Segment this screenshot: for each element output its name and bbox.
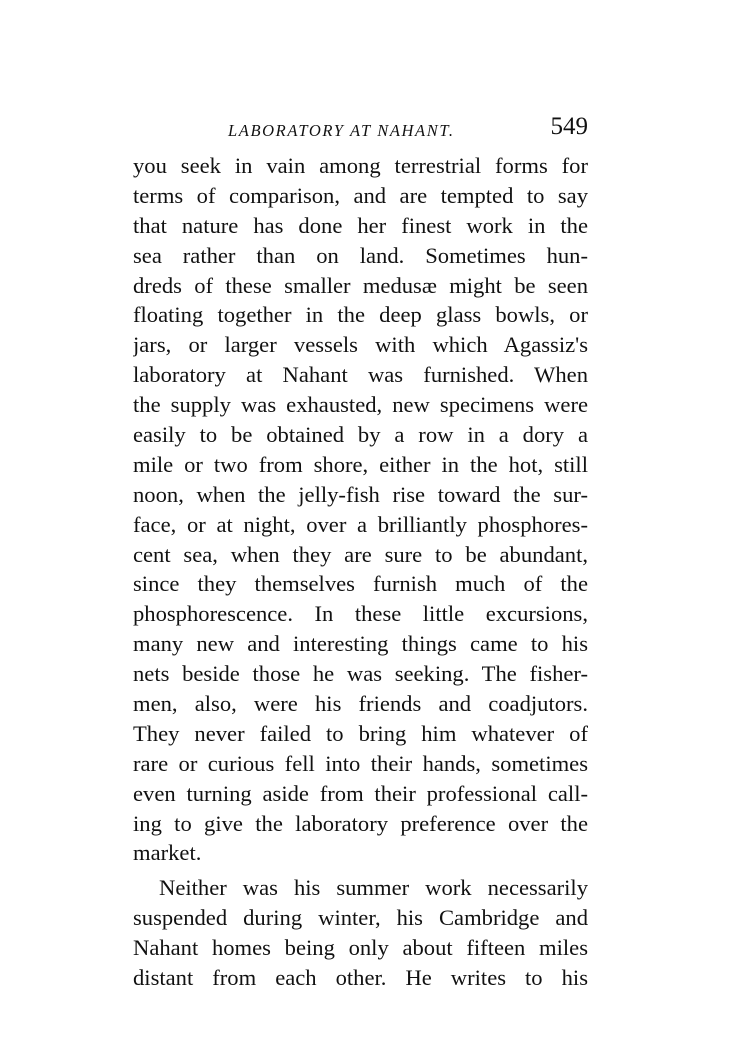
text-line: terms of comparison, and are tempted to say [133, 182, 588, 208]
body-text [133, 151, 588, 993]
running-head [133, 113, 588, 147]
text-line: They never failed to bring him whatever of [133, 720, 588, 746]
text-line: distant from each other. He writes to his [133, 965, 588, 991]
text-line: laboratory at Nahant was furnished. When [133, 362, 588, 388]
text-line: men, also, were his friends and coadjutors. [133, 691, 588, 717]
text-line: rare or curious fell into their hands, sometimes [133, 750, 588, 776]
text-line: that nature has done her finest work in the [133, 212, 588, 238]
text-line: floating together in the deep glass bowls, or [133, 302, 588, 328]
text-line: easily to be obtained by a row in a dory a [133, 422, 588, 448]
text-line: many new and interesting things came to his [133, 631, 588, 657]
text-line: jars, or larger vessels with which Agassiz's [133, 332, 588, 358]
text-line: ing to give the laboratory preference over the [133, 810, 588, 836]
text-line: nets beside those he was seeking. The fisher- [133, 661, 588, 687]
text-line: cent sea, when they are sure to be abundant, [133, 541, 588, 567]
text-line: sea rather than on land. Sometimes hun- [133, 242, 588, 268]
text-line: the supply was exhausted, new specimens were [133, 392, 588, 418]
text-line: market. [133, 840, 202, 866]
text-line: since they themselves furnish much of the [133, 571, 588, 597]
paragraph-1 [133, 151, 588, 868]
text-line: you seek in vain among terrestrial forms for [133, 153, 588, 178]
text-line: suspended during winter, his Cambridge and [133, 905, 588, 931]
paragraph-2 [133, 873, 588, 993]
text-line: Nahant homes being only about fifteen miles [133, 935, 588, 961]
text-line: even turning aside from their professional call- [133, 780, 588, 806]
text-line: face, or at night, over a brilliantly phosphores- [133, 511, 588, 537]
text-line: dreds of these smaller medusæ might be seen [133, 272, 588, 298]
text-line: mile or two from shore, either in the hot, still [133, 451, 588, 477]
text-line: phosphorescence. In these little excursions, [133, 601, 588, 627]
running-title: LABORATORY AT NAHANT. [228, 121, 455, 140]
text-line: Neither was his summer work necessarily [159, 875, 588, 901]
page-number: 549 [550, 113, 588, 140]
text-line: noon, when the jelly-fish rise toward the sur- [133, 481, 588, 507]
